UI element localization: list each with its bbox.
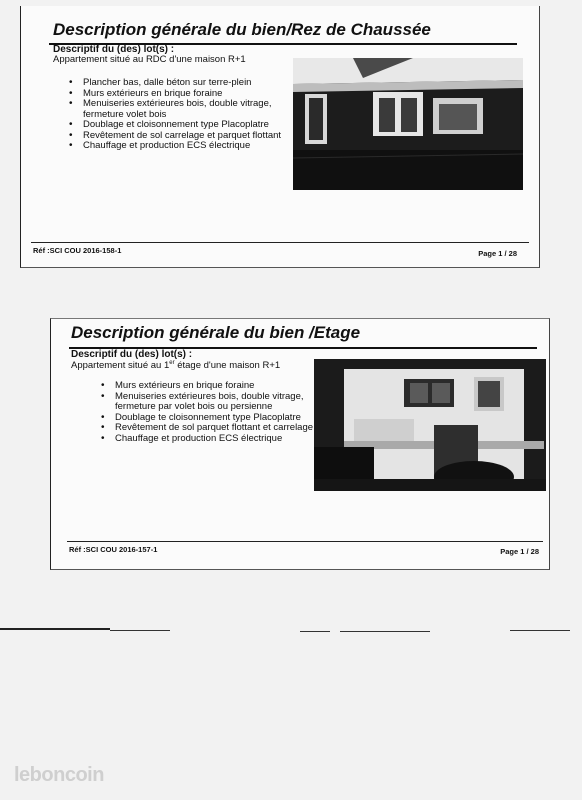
bullet-item: • Revêtement de sol carrelage et parquet flottant <box>83 131 313 142</box>
bullet-item: • Revêtement de sol parquet flottant et carrelage <box>115 423 335 434</box>
footer-rule <box>67 541 543 542</box>
scan-artifact-line <box>0 628 110 630</box>
footer-reference: Réf :SCI COU 2016-158-1 <box>33 246 122 255</box>
slide-rez-de-chaussee <box>20 6 540 268</box>
bullet-item: • Doublage te cloisonnement type Placoplatre <box>115 413 335 424</box>
slide-subhead: Descriptif du (des) lot(s) : <box>71 349 193 360</box>
slide-title: Description générale du bien /Etage <box>71 323 361 342</box>
slide-etage <box>50 318 550 570</box>
scan-artifact-line <box>510 630 570 631</box>
bullet-item: • Menuiseries extérieures bois, double vitrage, fermeture volet bois <box>83 99 313 120</box>
bullet-item: • Murs extérieurs en brique foraine <box>115 381 335 392</box>
bullet-item: • Menuiseries extérieures bois, double vitrage, fermeture par volet bois ou persienne <box>115 392 335 413</box>
bullet-list <box>99 381 335 444</box>
bullet-item: • Chauffage et production ECS électrique <box>115 434 335 445</box>
bullet-item: • Chauffage et production ECS électrique <box>83 141 313 152</box>
footer-rule <box>31 242 529 243</box>
interior-photo <box>293 58 523 190</box>
slide-intro: Appartement situé au RDC d'une maison R+1 <box>53 54 246 65</box>
intro-text: étage d'une maison R+1 <box>174 360 281 372</box>
exterior-photo-drawing <box>314 359 546 491</box>
scan-artifact-line <box>340 631 430 632</box>
slide-intro <box>71 360 280 371</box>
interior-photo-drawing <box>293 58 523 190</box>
exterior-photo <box>314 359 546 491</box>
bullet-item: • Murs extérieurs en brique foraine <box>83 89 313 100</box>
scan-artifact-line <box>110 630 170 631</box>
leboncoin-watermark: leboncoin <box>14 764 104 786</box>
intro-text: Appartement situé au 1 <box>71 360 170 372</box>
intro-superscript: er <box>169 360 175 366</box>
footer-page-number: Page 1 / 28 <box>478 249 517 258</box>
scan-artifact-line <box>300 631 330 632</box>
bullet-item: • Plancher bas, dalle béton sur terre-plein <box>83 78 313 89</box>
footer-reference: Réf :SCI COU 2016-157-1 <box>69 545 158 554</box>
slide-subhead: Descriptif du (des) lot(s) : <box>53 44 175 55</box>
slide-title: Description générale du bien/Rez de Chaussée <box>53 20 431 39</box>
footer-page-number: Page 1 / 28 <box>500 547 539 556</box>
bullet-item: • Doublage et cloisonnement type Placoplatre <box>83 120 313 131</box>
bullet-list <box>67 78 313 152</box>
